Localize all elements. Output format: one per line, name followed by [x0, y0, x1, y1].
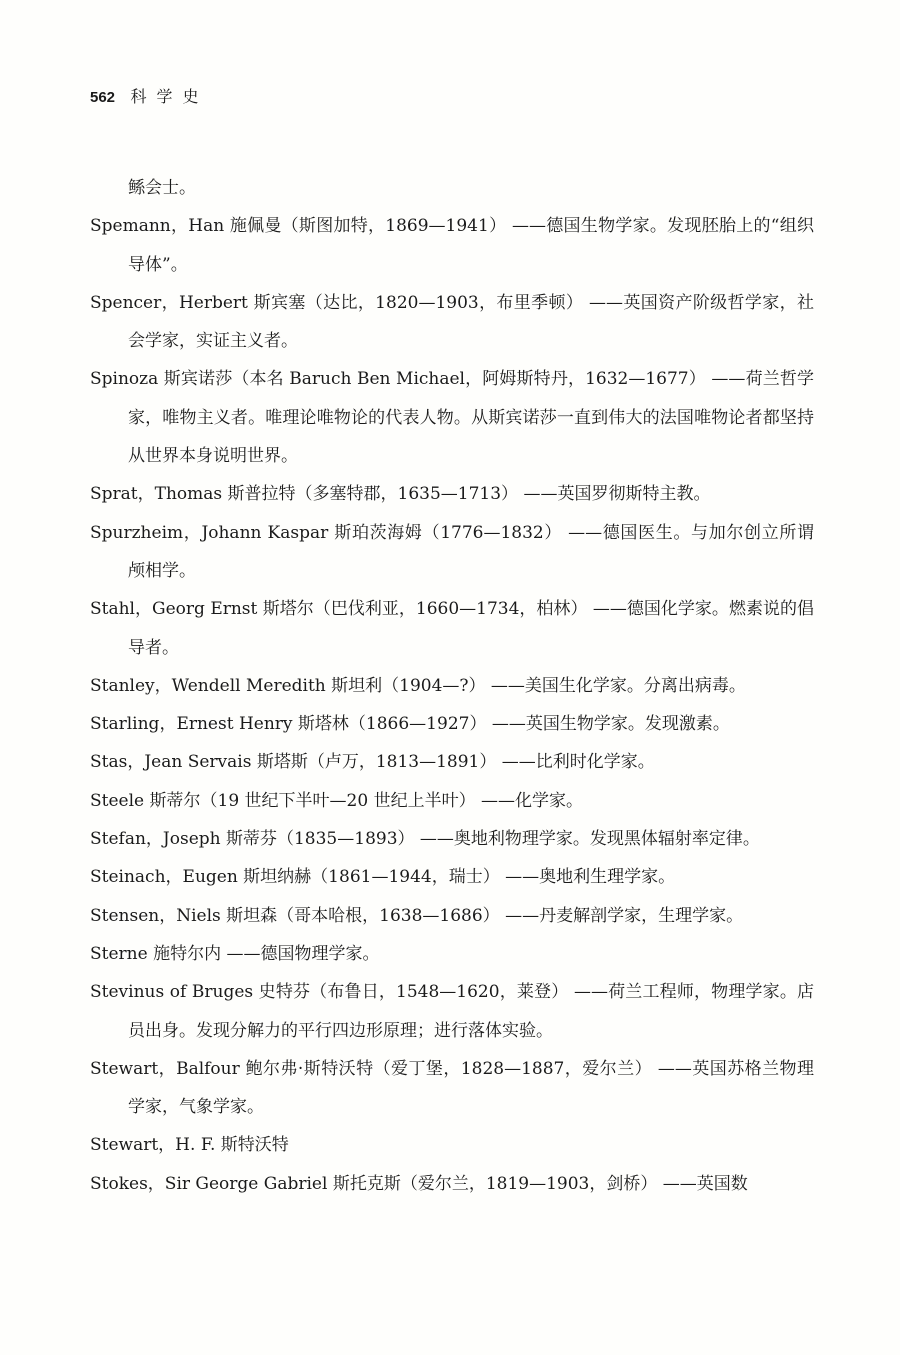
list-item: Steele 斯蒂尔（19 世纪下半叶—20 世纪上半叶） ——化学家。: [90, 790, 583, 811]
list-item: Spemann，Han 施佩曼（斯图加特，1869—1941） ——德国生物学家。发现胚胎上的“组织导体”。: [90, 216, 814, 275]
list-item: Steinach，Eugen 斯坦纳赫（1861—1944，瑞士） ——奥地利生理学家。: [90, 867, 676, 888]
running-title: 科学史: [130, 87, 209, 106]
list-item: Spencer，Herbert 斯宾塞（达比，1820—1903，布里季顿） ——英国资产阶级哲学家，社会学家，实证主义者。: [90, 292, 814, 352]
page-header: [90, 84, 208, 107]
list-item: Stahl，Georg Ernst 斯塔尔（巴伐利亚，1660—1734，柏林） ——德国化学家。燃素说的倡导者。: [90, 599, 814, 658]
list-item: Stas，Jean Servais 斯塔斯（卢万，1813—1891） ——比利时化学家。: [90, 752, 655, 773]
list-item: Stewart，Balfour 鲍尔弗·斯特沃特（爱丁堡，1828—1887，爱尔兰） ——英国苏格兰物理学家，气象学家。: [90, 1058, 814, 1118]
list-item: 鲧会士。: [128, 178, 196, 198]
list-item: Spurzheim，Johann Kaspar 斯珀茨海姆（1776—1832） ——德国医生。与加尔创立所谓颅相学。: [90, 522, 814, 581]
list-item: Spinoza 斯宾诺莎（本名 Baruch Ben Michael，阿姆斯特丹，1632—1677） ——荷兰哲学家，唯物主义者。唯理论唯物论的代表人物。从斯宾诺莎一直到伟大的法国唯物论者都坚持从世界本身说明世界。: [90, 369, 814, 467]
list-item: Starling，Ernest Henry 斯塔林（1866—1927） ——英国生物学家。发现激素。: [90, 714, 730, 735]
list-item: Sterne 施特尔内 ——德国物理学家。: [90, 943, 380, 964]
list-item: Stevinus of Bruges 史特芬（布鲁日，1548—1620，莱登） ——荷兰工程师，物理学家。店员出身。发现分解力的平行四边形原理；进行落体实验。: [90, 982, 814, 1041]
page-number: 562: [90, 89, 116, 106]
entry-list: [90, 169, 814, 1203]
list-item: Stensen，Niels 斯坦森（哥本哈根，1638—1686） ——丹麦解剖学家，生理学家。: [90, 905, 744, 926]
list-item: Stokes，Sir George Gabriel 斯托克斯（爱尔兰，1819—1903，剑桥） ——英国数: [90, 1173, 748, 1194]
list-item: Stanley，Wendell Meredith 斯坦利（1904—?） ——美国生化学家。分离出病毒。: [90, 675, 746, 696]
list-item: Stewart，H. F. 斯特沃特: [90, 1135, 289, 1156]
list-item: Sprat，Thomas 斯普拉特（多塞特郡，1635—1713） ——英国罗彻斯特主教。: [90, 484, 711, 505]
list-item: Stefan，Joseph 斯蒂芬（1835—1893） ——奥地利物理学家。发现黑体辐射率定律。: [90, 829, 760, 850]
